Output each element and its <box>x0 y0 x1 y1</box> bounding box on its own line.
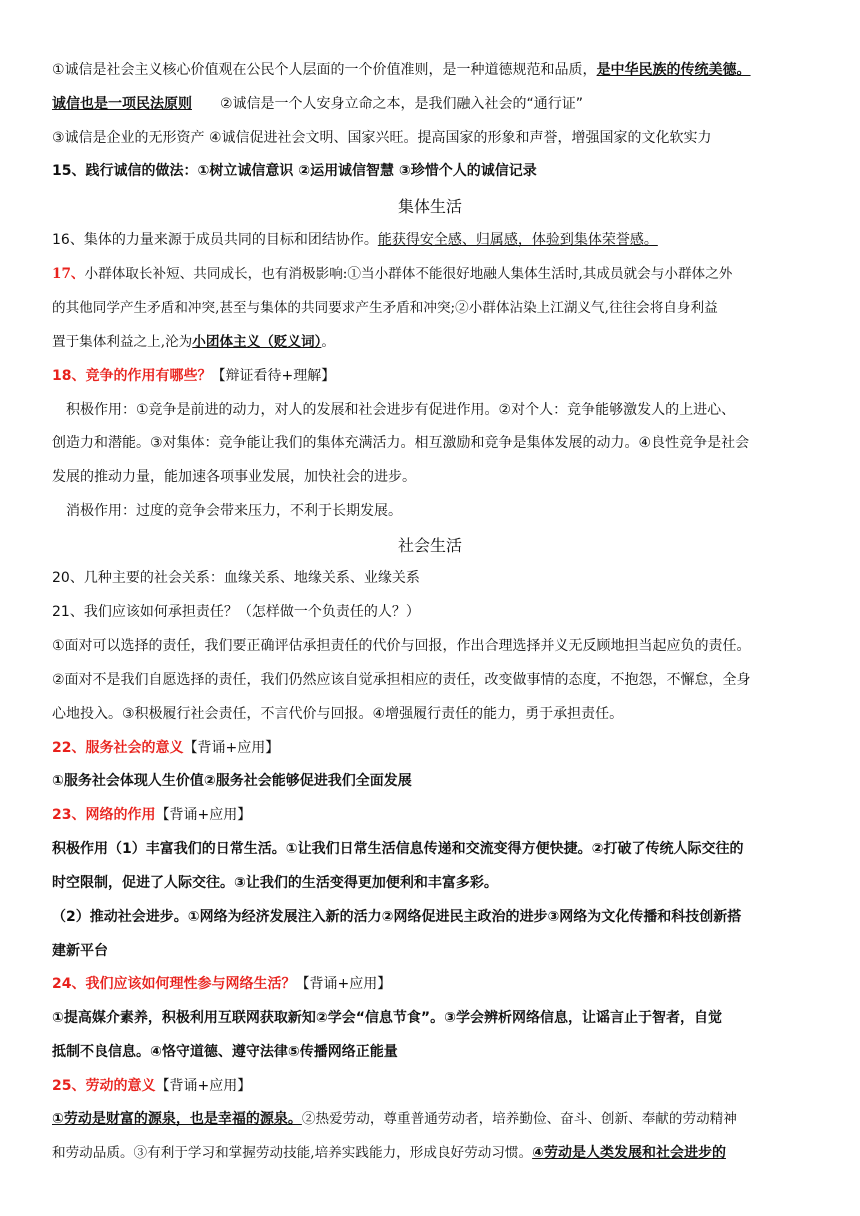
item-18-positive-2: 创造力和潜能。③对集体：竞争能让我们的集体充满活力。相互激励和竞争是集体发展的动力。④良性竞争是社会 <box>52 435 750 451</box>
item-24-title: 24、我们应该如何理性参与网络生活？【背诵+应用】 <box>52 976 392 992</box>
item-23-line-2: 时空限制，促进了人际交往。③让我们的生活变得更加便利和丰富多彩。 <box>52 875 498 891</box>
item-23-line-3: （2）推动社会进步。①网络为经济发展注入新的活力②网络促进民主政治的进步③网络为文化传播和科技创新搭 <box>52 909 742 925</box>
item-21-line-2: ②面对不是我们自愿选择的责任，我们仍然应该自觉承担相应的责任，改变做事情的态度，不抱怨，不懈怠，全身 <box>52 672 751 688</box>
integrity-point-1: ①诚信是社会主义核心价值观在公民个人层面的一个价值准则，是一种道德规范和品质，是中华民族的传统美德。 <box>52 62 751 78</box>
item-22-title: 22、服务社会的意义【背诵+应用】 <box>52 740 280 756</box>
item-16: 16、集体的力量来源于成员共同的目标和团结协作。能获得安全感、归属感，体验到集体荣誉感。 <box>52 232 658 248</box>
item-21-line-1: ①面对可以选择的责任，我们要正确评估承担责任的代价与回报，作出合理选择并义无反顾地担当起应负的责任。 <box>52 638 751 654</box>
item-25-line-1: ①劳动是财富的源泉，也是幸福的源泉。②热爱劳动，尊重普通劳动者，培养勤俭、奋斗、创新、奉献的劳动精神 <box>52 1111 737 1127</box>
section-heading-social: 社会生活 <box>397 536 462 555</box>
item-17-line-3: 置于集体利益之上,沦为小团体主义（贬义词）。 <box>52 334 335 350</box>
item-15: 15、践行诚信的做法：①树立诚信意识 ②运用诚信智慧 ③珍惜个人的诚信记录 <box>52 163 537 179</box>
item-18-positive-1: 积极作用：①竞争是前进的动力，对人的发展和社会进步有促进作用。②对个人：竞争能够激发人的上进心、 <box>52 402 736 418</box>
section-heading-collective: 集体生活 <box>397 197 462 216</box>
item-17-line-1: 17、小群体取长补短、共同成长，也有消极影响:①当小群体不能很好地融人集体生活时,其成员就会与小群体之外 <box>52 266 733 282</box>
item-23-line-1: 积极作用（1）丰富我们的日常生活。①让我们日常生活信息传递和交流变得方便快捷。②打破了传统人际交往的 <box>52 841 744 857</box>
integrity-point-2: 诚信也是一项民法原则 ②诚信是一个人安身立命之本，是我们融入社会的“通行证” <box>52 96 584 112</box>
item-18-negative: 消极作用：过度的竞争会带来压力，不利于长期发展。 <box>52 503 402 519</box>
item-25-line-2: 和劳动品质。③有利于学习和掌握劳动技能,培养实践能力，形成良好劳动习惯。④劳动是人类发展和社会进步的 <box>52 1145 726 1161</box>
item-18-positive-3: 发展的推动力量，能加速各项事业发展，加快社会的进步。 <box>52 469 416 485</box>
item-24-line-1: ①提高媒介素养，积极利用互联网获取新知②学会“信息节食”。③学会辨析网络信息，让谣言止于智者，自觉 <box>52 1010 722 1026</box>
item-21-line-3: 心地投入。③积极履行社会责任，不言代价与回报。④增强履行责任的能力，勇于承担责任。 <box>52 706 624 722</box>
item-17-line-2: 的其他同学产生矛盾和冲突,甚至与集体的共同要求产生矛盾和冲突;②小群体沾染上江湖义气,往往会将自身利益 <box>52 300 718 316</box>
item-21-title: 21、我们应该如何承担责任？（怎样做一个负责任的人？） <box>52 604 420 620</box>
item-24-line-2: 抵制不良信息。④恪守道德、遵守法律⑤传播网络正能量 <box>52 1044 398 1060</box>
item-18-title: 18、竞争的作用有哪些？【辩证看待+理解】 <box>52 368 336 384</box>
item-22-content: ①服务社会体现人生价值②服务社会能够促进我们全面发展 <box>52 773 412 789</box>
item-23-title: 23、网络的作用【背诵+应用】 <box>52 807 252 823</box>
item-23-line-4: 建新平台 <box>52 943 108 959</box>
item-20: 20、几种主要的社会关系：血缘关系、地缘关系、业缘关系 <box>52 570 420 586</box>
item-25-title: 25、劳动的意义【背诵+应用】 <box>52 1078 252 1094</box>
integrity-point-3: ③诚信是企业的无形资产 ④诚信促进社会文明、国家兴旺。提高国家的形象和声誉，增强国家的文化软实力 <box>52 130 712 146</box>
